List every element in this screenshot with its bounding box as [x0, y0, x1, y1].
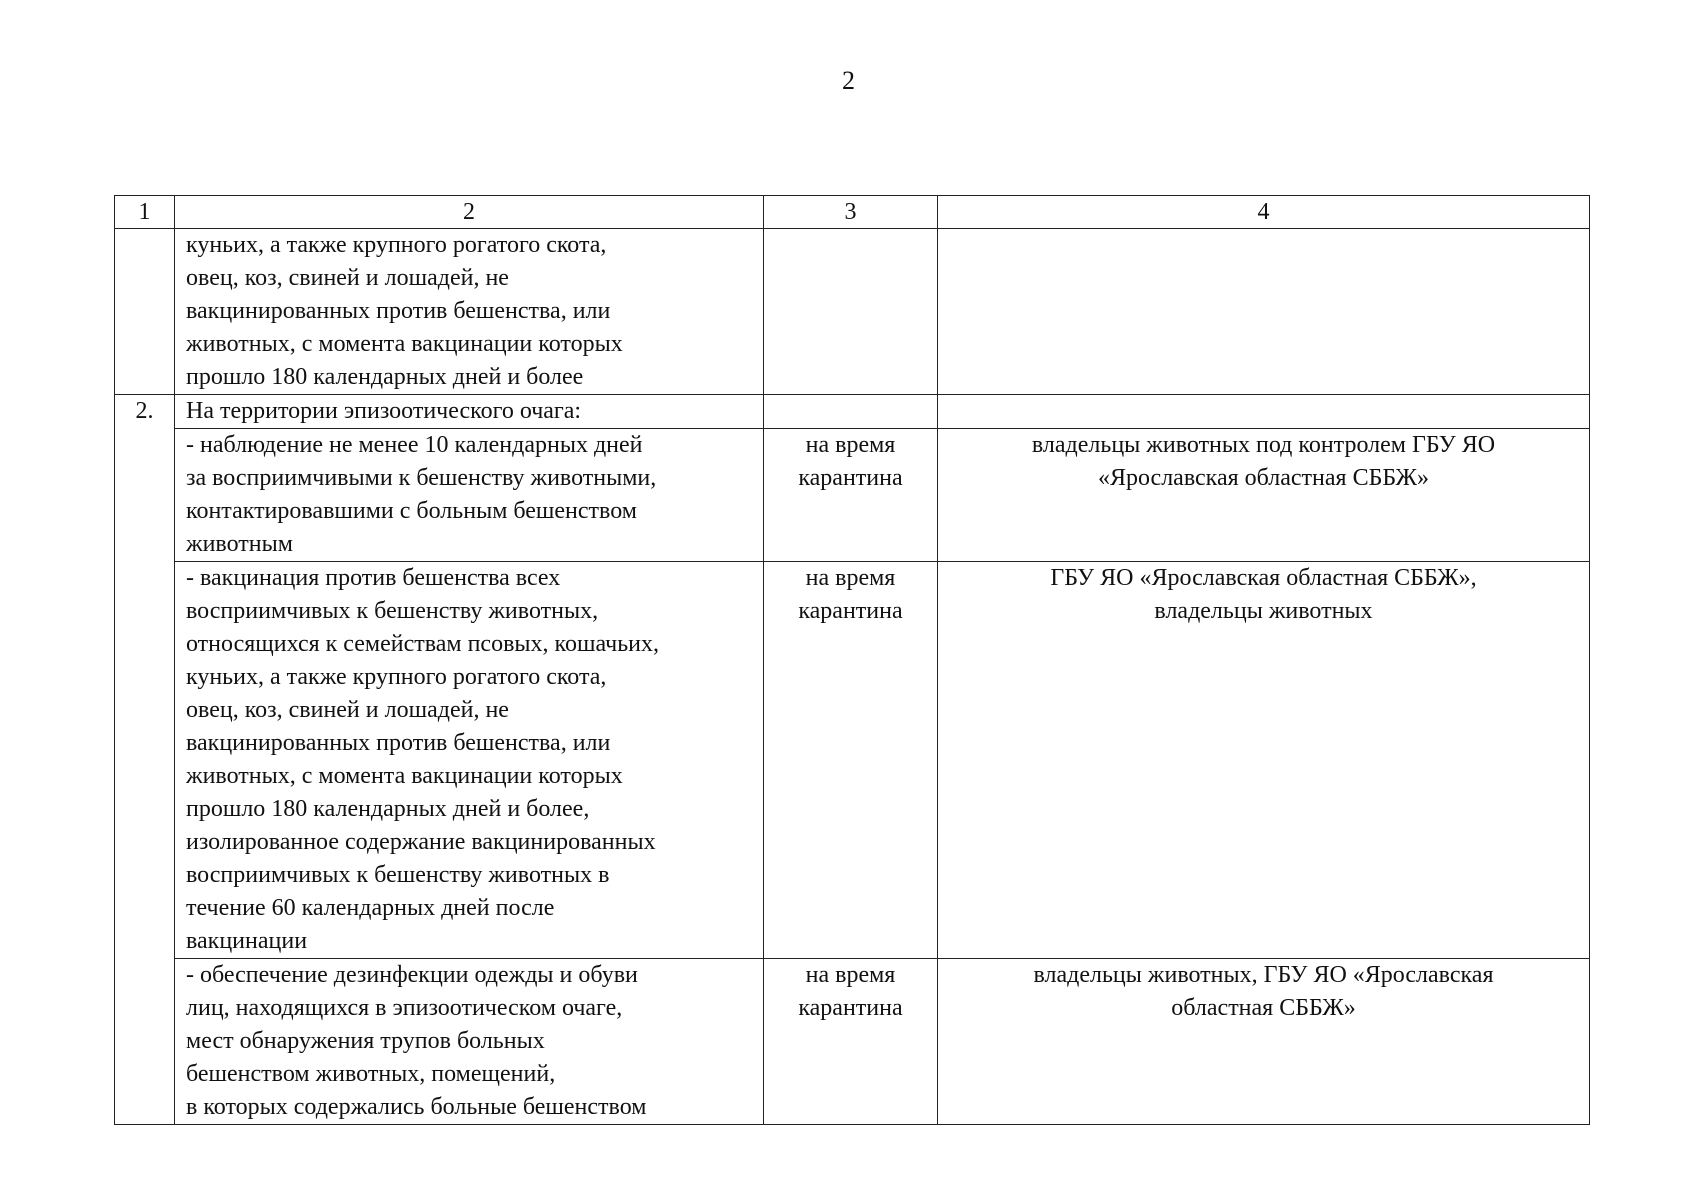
- measures-table: [114, 195, 1590, 1125]
- measure-cell: [175, 229, 764, 395]
- measure-cell: [175, 562, 764, 959]
- page-number: 2: [842, 66, 855, 95]
- table-row: [115, 429, 1590, 562]
- table-row-section-title: [115, 395, 1590, 429]
- table-row: [115, 959, 1590, 1125]
- period-cell: [764, 562, 938, 959]
- header-cell-1: 1: [115, 196, 175, 229]
- period-cell: [764, 229, 938, 395]
- period-text: на время карантина: [798, 565, 903, 624]
- header-cell-4: 4: [938, 196, 1590, 229]
- table-row-continued: [115, 229, 1590, 395]
- measure-text: - наблюдение не менее 10 календарных дней за восприимчивыми к бешенству животными, контактировавшими с больным бешенством животным: [186, 432, 657, 557]
- period-text: на время карантина: [798, 962, 903, 1021]
- measure-text: куньих, а также крупного рогатого скота, овец, коз, свиней и лошадей, не вакцинированных против бешенства, или животных, с момента вакцинации которых прошло 180 календарных дней и более: [186, 232, 623, 390]
- responsible-cell: [938, 229, 1590, 395]
- responsible-cell: [938, 562, 1590, 959]
- measure-cell: [175, 429, 764, 562]
- responsible-text: владельцы животных под контролем ГБУ ЯО «Ярославская областная СББЖ»: [1031, 432, 1496, 491]
- responsible-cell: [938, 959, 1590, 1125]
- section-number-cell: 2.: [115, 395, 175, 1125]
- measure-text: - вакцинация против бешенства всех восприимчивых к бешенству животных, относящихся к семействам псовых, кошачьих, куньих, а также крупного рогатого скота, овец, коз, свиней и лошадей, не вакцинированных против бешенства, или животных, с момента вакцинации которых прошло 180 календарных дней и более, изолированное содержание вакцинированных восприимчивых к бешенству животных в течение 60 календарных дней после вакцинации: [186, 565, 659, 954]
- responsible-cell: [938, 429, 1590, 562]
- header-cell-3: 3: [764, 196, 938, 229]
- responsible-text: владельцы животных, ГБУ ЯО «Ярославская областная СББЖ»: [1033, 962, 1494, 1021]
- measure-cell: [175, 959, 764, 1125]
- responsible-text: ГБУ ЯО «Ярославская областная СББЖ», владельцы животных: [1050, 565, 1477, 624]
- period-cell: [764, 429, 938, 562]
- table-row: [115, 562, 1590, 959]
- section-title-cell: На территории эпизоотического очага:: [175, 395, 764, 429]
- table-header-row: [115, 196, 1590, 229]
- measure-text: - обеспечение дезинфекции одежды и обуви лиц, находящихся в эпизоотическом очаге, мест обнаружения трупов больных бешенством животных, помещений, в которых содержались больные бешенством: [186, 962, 647, 1120]
- period-cell: [764, 959, 938, 1125]
- header-cell-2: 2: [175, 196, 764, 229]
- period-text: на время карантина: [798, 432, 903, 491]
- row-number-cell: [115, 229, 175, 395]
- responsible-cell: [938, 395, 1590, 429]
- period-cell: [764, 395, 938, 429]
